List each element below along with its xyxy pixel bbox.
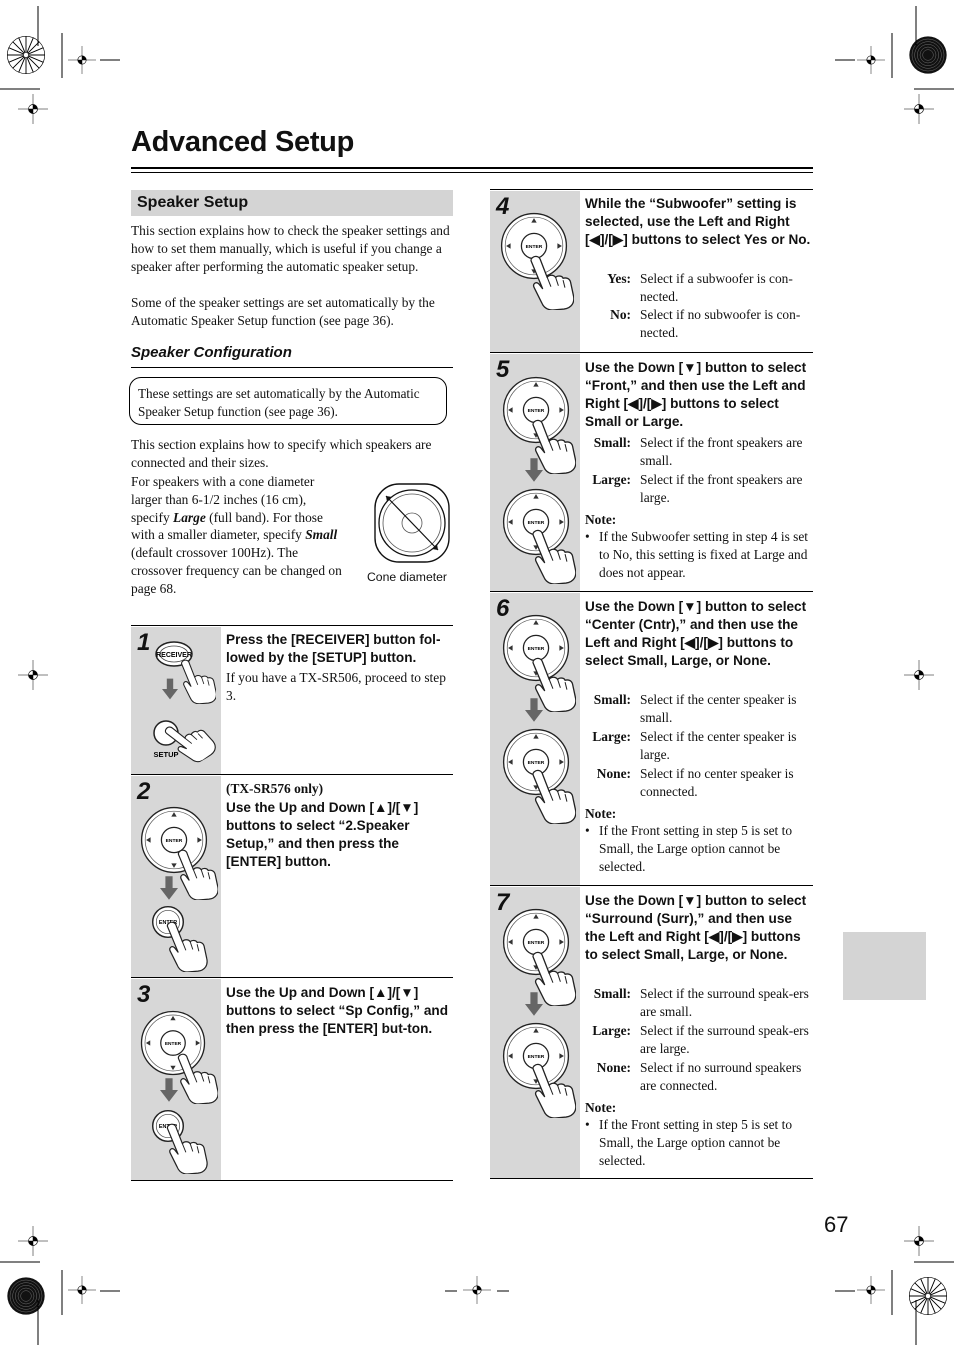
option-desc: Select if the surround speak-ers are large.	[640, 1023, 809, 1056]
step-5	[490, 352, 813, 353]
step-6-buttons	[500, 612, 584, 826]
step-6-number: 6	[496, 595, 510, 622]
step-2-heading: Use the Up and Down [▲]/[▼] buttons to select “2.Speaker Setup,” and then press the [ENTER] button.	[226, 800, 419, 869]
intro-paragraph-1: This section explains how to check the speaker settings and how to set them manually, which is useful if you change a speaker after performing the automatic speaker setup.	[131, 223, 450, 274]
step-4-heading: While the “Subwoofer” setting is selected, use the Left and Right [◀]/[▶] buttons to select Yes or No.	[585, 196, 811, 247]
step-5-note-title: Note:	[585, 512, 617, 527]
step-3-heading: Use the Up and Down [▲]/[▼] buttons to select “Sp Config,” and then press the [ENTER] but-ton.	[226, 985, 449, 1036]
option-desc: Select if no surround speakers are connected.	[640, 1060, 802, 1093]
receiver-button-label: RECEIVER	[156, 652, 192, 659]
step-1-buttons	[150, 636, 220, 766]
step-7-heading: Use the Down [▼] button to select “Surround (Surr),” and then use the Left and Right [◀]/[▶] buttons to select Small, Large, or None.	[585, 893, 807, 962]
step-3-number: 3	[137, 981, 151, 1008]
option-term: Small:	[593, 692, 631, 707]
option-desc: Select if the center speaker is large.	[640, 729, 797, 762]
option-term: Small:	[593, 435, 631, 450]
large-term: Large	[173, 509, 206, 525]
option-desc: Select if the center speaker is small.	[640, 692, 797, 725]
option-term: Yes:	[607, 271, 631, 286]
step-1-body: If you have a TX-SR506, proceed to step 3.	[226, 670, 446, 703]
option-term: No:	[610, 307, 631, 322]
step-7-options	[585, 985, 813, 1097]
auto-setup-note	[129, 377, 447, 425]
step-6-note-text: If the Front setting in step 5 is set to Small, the Large option cannot be selected.	[599, 823, 793, 874]
section-heading: Speaker Setup	[131, 190, 453, 216]
option-term: Large:	[592, 729, 631, 744]
option-term: None:	[596, 766, 631, 781]
step-2	[131, 774, 453, 775]
step-6-note-title: Note:	[585, 806, 617, 821]
config-paragraph-1: This section explains how to specify which speakers are connected and their sizes.	[131, 437, 432, 470]
step-5-options	[585, 434, 813, 510]
option-desc: Select if a subwoofer is con-nected.	[640, 271, 793, 304]
text-part: (full band). For those with a smaller diameter, specify	[131, 509, 323, 543]
step-4	[490, 189, 813, 190]
step-2-model-note: (TX-SR576 only)	[226, 781, 324, 796]
config-paragraph-2	[131, 473, 345, 598]
option-desc: Select if the front speakers are large.	[640, 472, 803, 505]
step-2-number: 2	[137, 778, 151, 805]
step-1	[131, 625, 453, 626]
step-5-note	[585, 528, 811, 581]
intro-paragraph-2: Some of the speaker settings are set automatically by the Automatic Speaker Setup function (see page 36).	[131, 295, 435, 328]
step-7	[490, 885, 813, 886]
option-term: None:	[596, 1060, 631, 1075]
bullet: •	[585, 1117, 590, 1132]
text-part: For speakers with a cone diameter larger than 6-1/2 inches (16 cm), specify	[131, 474, 315, 525]
left-steps-bottom-rule	[131, 1180, 453, 1181]
step-7-buttons	[500, 906, 584, 1118]
step-6-options	[585, 691, 813, 803]
title-rule	[131, 167, 813, 169]
step-5-note-text: If the Subwoofer setting in step 4 is set to No, this setting is fixed at Large and does not appear.	[599, 529, 809, 580]
step-1-number: 1	[137, 629, 151, 656]
option-desc: Select if no subwoofer is con-nected.	[640, 307, 801, 340]
bullet: •	[585, 823, 590, 838]
option-term: Large:	[592, 472, 631, 487]
subheading: Speaker Configuration	[131, 344, 292, 361]
option-term: Small:	[593, 986, 631, 1001]
option-desc: Select if no center speaker is connected.	[640, 766, 794, 799]
step-5-number: 5	[496, 356, 510, 383]
step-5-buttons	[500, 374, 584, 586]
step-7-number: 7	[496, 889, 510, 916]
step-4-buttons	[498, 210, 582, 310]
step-3-buttons	[138, 1008, 222, 1178]
step-5-heading: Use the Down [▼] button to select “Front,” and then use the Left and Right [◀]/[▶] buttons to select Small or Large.	[585, 360, 807, 429]
option-term: Large:	[592, 1023, 631, 1038]
right-steps-bottom-rule	[490, 1178, 813, 1179]
speaker-cone-diagram	[370, 478, 454, 568]
step-3	[131, 977, 453, 978]
step-6	[490, 591, 813, 592]
step-2-buttons	[138, 804, 222, 974]
option-desc: Select if the surround speak-ers are small.	[640, 986, 809, 1019]
step-1-heading: Press the [RECEIVER] button fol-lowed by the [SETUP] button.	[226, 632, 441, 665]
step-7-note	[585, 1116, 811, 1169]
step-7-note-text: If the Front setting in step 5 is set to Small, the Large option cannot be selected.	[599, 1117, 793, 1168]
setup-button-label: SETUP	[153, 750, 179, 759]
figure-caption: Cone diameter	[367, 570, 447, 584]
step-6-heading: Use the Down [▼] button to select “Center (Cntr),” and then use the Left and Right [◀]/[▶] buttons to select Small, Large, or None.	[585, 599, 807, 668]
subheading-rule	[131, 367, 453, 368]
step-6-note	[585, 822, 811, 875]
text-part: (default crossover 100Hz). The crossover frequency can be changed on page 68.	[131, 545, 342, 596]
title-rule-thin	[131, 172, 813, 173]
auto-setup-note-text: These settings are set automatically by the Automatic Speaker Setup function (see page 36).	[138, 386, 420, 419]
page-title: Advanced Setup	[131, 126, 355, 158]
chapter-tab	[843, 932, 926, 1000]
step-4-number: 4	[496, 193, 510, 220]
option-desc: Select if the front speakers are small.	[640, 435, 803, 468]
small-term: Small	[305, 527, 338, 543]
page-number: 67	[824, 1212, 849, 1237]
step-7-note-title: Note:	[585, 1100, 617, 1115]
bullet: •	[585, 529, 590, 544]
step-4-options	[585, 270, 813, 346]
